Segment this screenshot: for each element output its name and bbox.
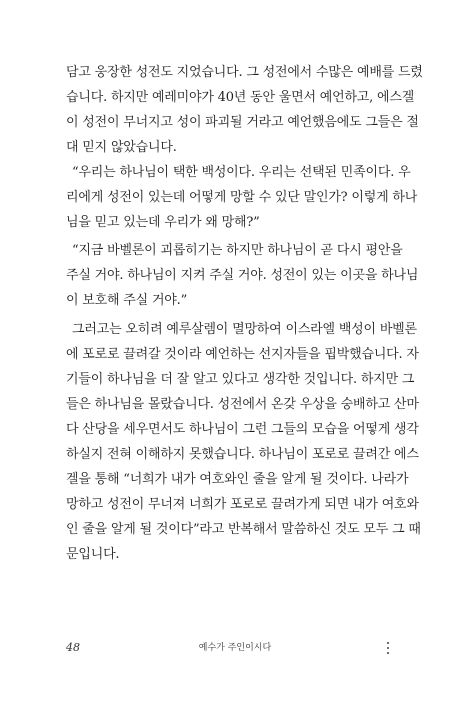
text-line: 겔을 통해 “너희가 내가 여호와인 줄을 알게 될 것이다. 나라가	[66, 472, 409, 487]
text-line: 문입니다.	[66, 547, 120, 562]
text-line: 대 믿지 않았습니다.	[66, 140, 177, 155]
running-title: 예수가 주인이시다	[198, 643, 272, 653]
page-footer	[0, 640, 470, 660]
text-line: 그러고는 오히려 예루살렘이 멸망하여 이스라엘 백성이 바벨론	[72, 322, 417, 337]
text-line: 하실지 전혀 이해하지 못했습니다. 하나님이 포로로 끌려간 에스	[66, 447, 419, 462]
text-line: 담고 웅장한 성전도 지었습니다. 그 성전에서 수많은 예배를 드렸	[66, 65, 423, 80]
text-line: 인 줄을 알게 될 것이다”라고 반복해서 말씀하신 것도 모두 그 때	[66, 522, 421, 537]
text-line: “지금 바벨론이 괴롭히기는 하지만 하나님이 곧 다시 평안을	[72, 243, 403, 258]
text-line: 주실 거야. 하나님이 지켜 주실 거야. 성전이 있는 이곳을 하나님	[66, 268, 419, 283]
text-line: 기들이 하나님을 더 잘 알고 있다고 생각한 것입니다. 하지만 그	[66, 372, 415, 387]
text-line: 습니다. 하지만 예레미야가 40년 동안 울면서 예언하고, 에스겔	[66, 90, 415, 105]
page-number: 48	[66, 641, 80, 654]
text-line: 이 보호해 주실 거야.”	[66, 293, 188, 308]
text-line: 이 성전이 무너지고 성이 파괴될 거라고 예언했음에도 그들은 절	[66, 115, 419, 130]
vertical-ellipsis-icon[interactable]	[385, 641, 391, 655]
text-line: 님을 믿고 있는데 우리가 왜 망해?”	[66, 215, 260, 230]
text-line: 망하고 성전이 무너져 너희가 포로로 끌려가게 되면 내가 여호와	[66, 497, 419, 512]
text-line: 들은 하나님을 몰랐습니다. 성전에서 온갖 우상을 숭배하고 산마	[66, 397, 419, 412]
text-line: 리에게 성전이 있는데 어떻게 망할 수 있단 말인가? 이렇게 하나	[66, 190, 418, 205]
text-line: 에 포로로 끌려갈 것이라 예언하는 선지자들을 핍박했습니다. 자	[66, 347, 419, 362]
text-line: “우리는 하나님이 택한 백성이다. 우리는 선택된 민족이다. 우	[72, 165, 411, 180]
text-line: 다 산당을 세우면서도 하나님이 그런 그들의 모습을 어떻게 생각	[66, 422, 419, 437]
